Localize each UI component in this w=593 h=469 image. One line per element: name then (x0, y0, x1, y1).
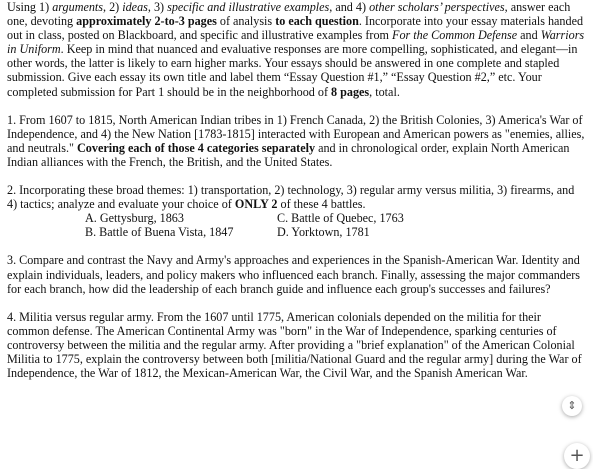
intro-text: and (517, 28, 541, 43)
question-2-emphasis: ONLY 2 (234, 197, 278, 212)
intro-text: , 2) (103, 0, 123, 14)
question-2-text: 2. Incorporating these broad themes: 1) transportation, 2) technology, 3) regular army versus militia, 3) firearms, and 4) tactics; analyze and evaluate your choice of (7, 183, 575, 212)
question-2-text: of these 4 battles. (277, 197, 366, 212)
question-3: 3. Compare and contrast the Navy and Army's approaches and experiences in the Spanish-American War. Identity and explain individuals, leaders, and policy makers who influenced each branch. Finally, assessing the major commanders for each branch, how did the leadership of each branch guide and influence each group's successes and failures? (7, 253, 581, 296)
intro-bold: approximately 2-to-3 pages (76, 14, 217, 29)
plus-icon: + (569, 444, 585, 466)
battle-options (85, 211, 586, 239)
intro-bold: to each question (275, 14, 359, 29)
intro-text: of analysis (216, 14, 276, 29)
intro-text: . Keep in mind that nuanced and evaluative responses are more compelling, sophisticated, and elegant—in other words, the latter is likely to earn higher marks. Your essays should be answered in one complete and stapled submission. Give each essay its own title and label them “Essay Question #1,” “Essay Question #2,” etc. Your completed submission for Part 1 should be in the neighborhood of (7, 42, 578, 99)
battle-option-b: B. Battle of Buena Vista, 1847 (85, 225, 234, 240)
question-1-emphasis: Covering each of those 4 categories separately (77, 140, 316, 155)
question-1-text: 1. From 1607 to 1815, North American Indian tribes in 1) French Canada, 2) the British Colonies, 3) America's War of Independence, and 4) the New Nation [1783-1815] interacted with European and American powers as "enemies, allies, and neutrals." (7, 112, 585, 155)
book-title: Warriors in Uniform (7, 28, 585, 57)
intro-text: , and 4) (329, 0, 370, 14)
intro-emphasis: arguments (52, 0, 104, 14)
question-1-text: and in chronological order, explain North American Indian alliances with the French, the British, and the United States. (7, 140, 570, 169)
question-2 (7, 183, 586, 239)
add-button[interactable] (564, 443, 590, 469)
expand-button[interactable] (562, 396, 582, 416)
intro-text: . Incorporate into your essay materials handed out in class, posted on Blackboard, and specific and illustrative examples from (7, 14, 584, 43)
intro-paragraph (7, 0, 586, 99)
intro-emphasis: ideas (122, 0, 148, 14)
intro-bold: 8 pages (331, 84, 370, 99)
battle-option-a: A. Gettysburg, 1863 (85, 211, 184, 226)
book-title: For the Common Defense (392, 28, 518, 43)
intro-emphasis: other scholars’ perspectives (369, 0, 505, 14)
document-page (7, 0, 586, 380)
question-2-prompt (7, 183, 586, 211)
battle-option-d: D. Yorktown, 1781 (277, 225, 370, 240)
question-4: 4. Militia versus regular army. From the 1607 until 1775, American colonials depended on the militia for their common defense. The American Continental Army was "born" in the War of Independence, sparking centuries of controversy between the militia and the regular army. After providing a "brief explanation" of the American Colonial Militia to 1775, explain the controversy between both [militia/National Guard and the regular army] during the War of Independence, the War of 1812, the Mexican-American War, the Civil War, and the Spanish American War. (7, 309, 582, 381)
intro-text: , answer each one, devoting (7, 0, 571, 29)
intro-text: , 3) (147, 0, 168, 14)
intro-emphasis: specific and illustrative examples (167, 0, 330, 14)
question-1 (7, 113, 586, 169)
intro-text: Using 1) (7, 0, 53, 14)
expand-icon: ⇕ (567, 398, 577, 412)
battle-option-c: C. Battle of Quebec, 1763 (277, 211, 404, 226)
intro-text: , total. (369, 84, 400, 99)
